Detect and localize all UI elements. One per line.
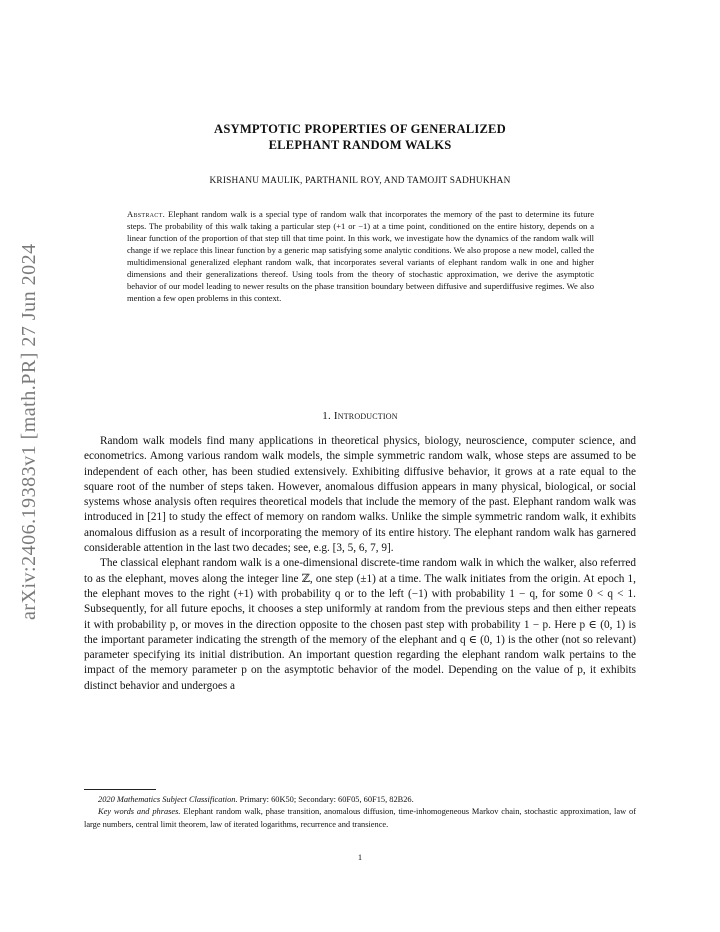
paper-title (80, 121, 640, 153)
footnote-divider (84, 789, 156, 790)
section-number: 1. (322, 410, 331, 422)
footnotes (84, 794, 636, 831)
arxiv-identifier-stamp: arXiv:2406.19383v1 [math.PR] 27 Jun 2024 (18, 243, 40, 620)
paragraph: Random walk models find many applications in theoretical physics, biology, neuroscience, computer science, and econometrics. Among various random walk models, the simple symmetric random walk, whose steps are assumed to be independent of each other, has been studied extensively. Exhibiting diffusive behavior, it grows at a rate equal to the square root of the number of steps taken. However, anomalous diffusion appears in many physical, biological, or social systems whose analysis often requires theoretical models that include the memory of the past. Elephant random walk was introduced in [21] to study the effect of memory on random walks. Unlike the simple symmetric random walk, it exhibits anomalous diffusion as a result of incorporating the memory of its entire history. The elephant random walk has garnered considerable attention in the last two decades; see, e.g. [3, 5, 6, 7, 9]. (84, 435, 636, 555)
keywords-footnote (84, 806, 636, 831)
keywords-text: Elephant random walk, phase transition, anomalous diffusion, time-inhomogeneous Markov chain, stochastic approximation, law of large numbers, central limit theorem, law of iterated logarithms, recurrence and transience. (84, 807, 636, 829)
msc-label: 2020 Mathematics Subject Classification. (98, 795, 238, 804)
msc-text: Primary: 60K50; Secondary: 60F05, 60F15, 82B26. (239, 795, 414, 804)
msc-footnote (84, 794, 636, 806)
abstract-label: Abstract. (127, 209, 166, 219)
abstract-text: Elephant random walk is a special type of random walk that incorporates the memory of the past to determine its future steps. The probability of this walk taking a particular step (+1 or −1) at a time point, conditioned on the entire history, depends on a linear function of the proportion of that step till that time point. In this work, we investigate how the dynamics of the random walk will change if we replace this linear function by a generic map satisfying some analytic conditions. We also propose a new model, called the multidimensional generalized elephant random walk, that incorporates several variants of elephant random walk in one and higher dimensions and their generalizations thereof. Using tools from the theory of stochastic approximation, we derive the asymptotic behavior of our model leading to newer results on the phase transition boundary between diffusive and superdiffusive regimes. We also mention a few open problems in this context. (127, 209, 594, 303)
title-line-2: ELEPHANT RANDOM WALKS (268, 138, 452, 152)
section-heading (80, 410, 640, 422)
abstract (127, 208, 594, 304)
section-name: Introduction (333, 410, 398, 422)
keywords-label: Key words and phrases. (98, 807, 181, 817)
title-line-1: ASYMPTOTIC PROPERTIES OF GENERALIZED (214, 122, 506, 136)
author-list: KRISHANU MAULIK, PARTHANIL ROY, AND TAMOJIT SADHUKHAN (209, 176, 511, 186)
paragraph: The classical elephant random walk is a one-dimensional discrete-time random walk in which the walker, also referred to as the elephant, moves along the integer line ℤ, one step (±1) at a time. The walk initiates from the origin. At epoch 1, the elephant moves to the right (+1) with probability q or to the left (−1) with probability 1 − q, for some 0 < q < 1. Subsequently, for all future epochs, it chooses a step uniformly at random from the previous steps and then either repeats it with probability p, or moves in the direction opposite to the chosen past step with probability 1 − p. Here p ∈ (0, 1) is the important parameter indicating the strength of the memory of the elephant and q ∈ (0, 1) is the other (not so relevant) parameter specifying its initial distribution. An important question regarding the elephant random walk pertains to the impact of the memory parameter p on the asymptotic behavior of the model. Depending on the value of p, it exhibits distinct behavior and undergoes a (84, 557, 636, 692)
body-text (84, 434, 636, 694)
page-number: 1 (357, 852, 363, 862)
